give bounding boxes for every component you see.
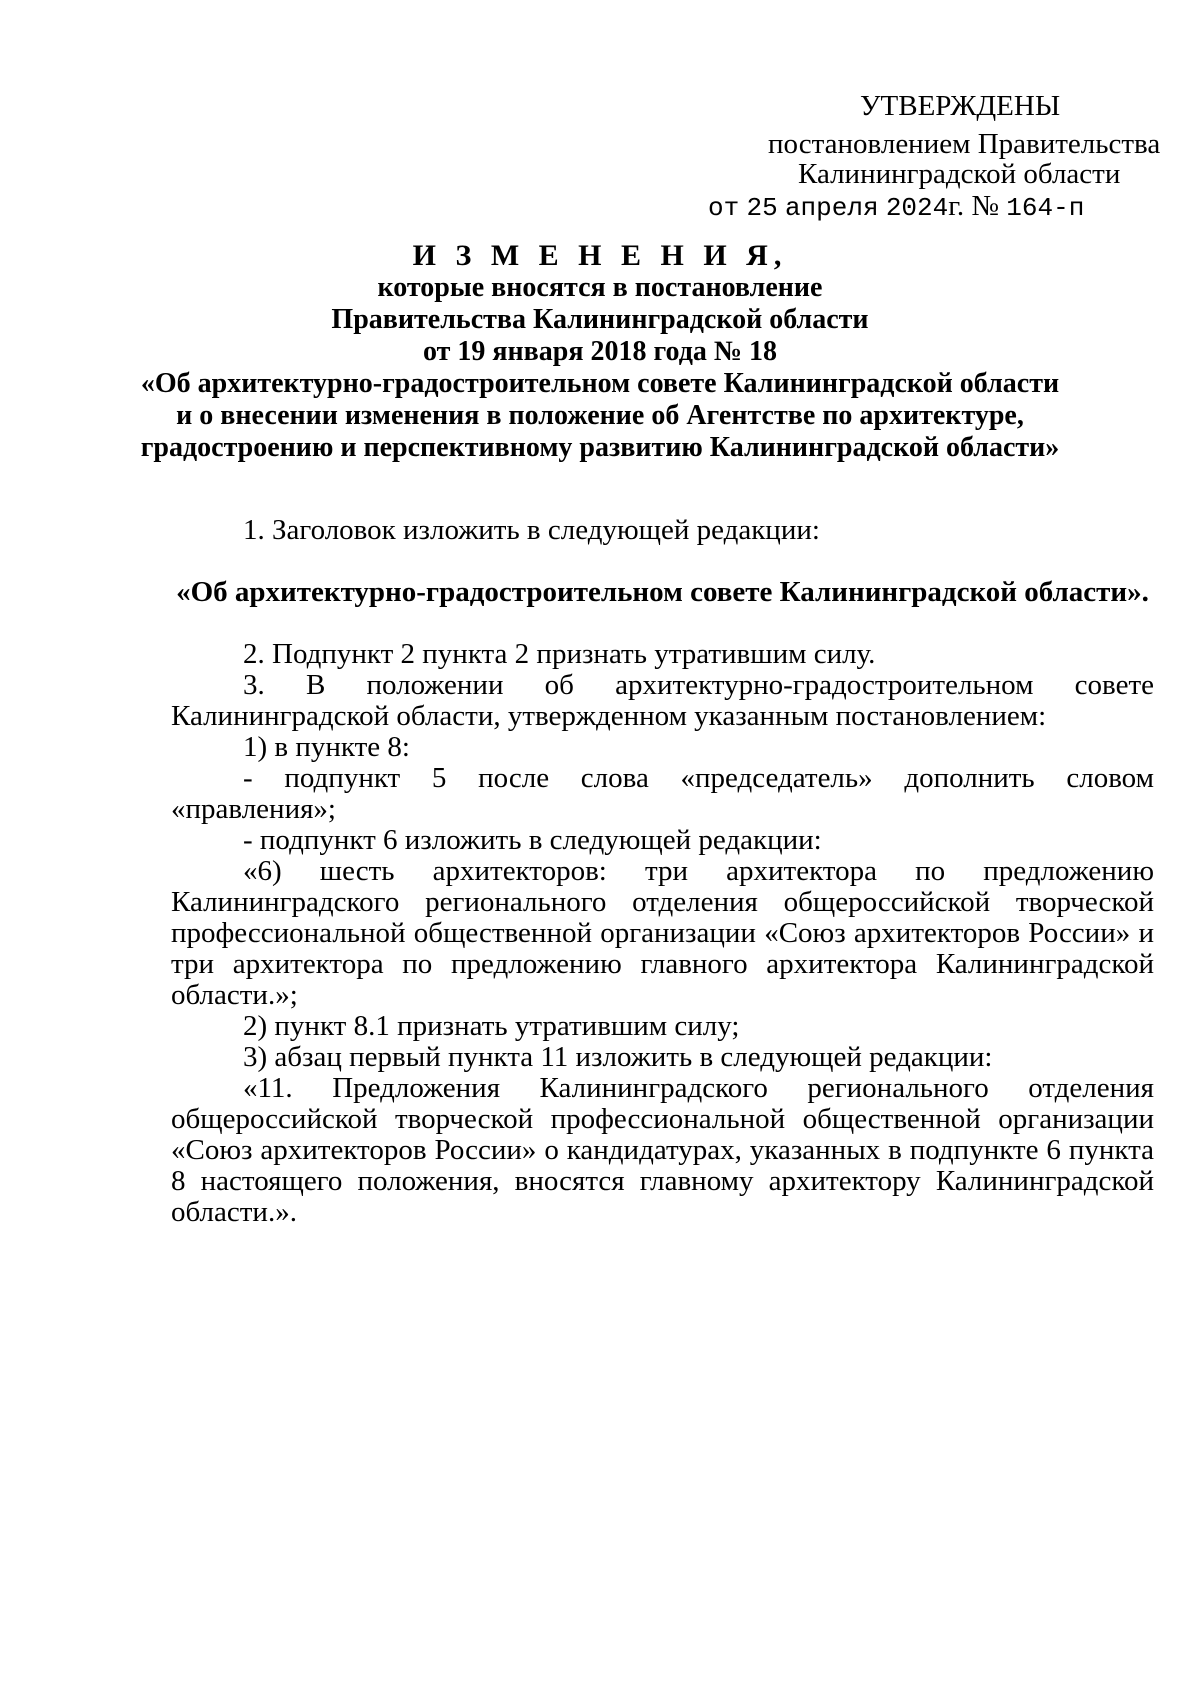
date-day: 25	[746, 193, 778, 223]
heading-title: И З М Е Н Е Н И Я,	[412, 239, 788, 272]
paragraph-2: 2. Подпункт 2 пункта 2 признать утратившим силу.	[243, 638, 876, 670]
paragraph-3-3-quote: «11. Предложения Калининградского регионального отделения общероссийской творческой профессиональной общественной организации «Союз архитекторов России» о кандидатурах, указанных в подпункте 6 пункта 8 настоящего положения, вносятся главному архитектору Калининградской области.».	[171, 1072, 1154, 1228]
date-year-suffix: г. №	[948, 190, 1000, 222]
date-year: 2024	[885, 193, 949, 223]
approval-date	[708, 190, 1084, 224]
paragraph-1: 1. Заголовок изложить в следующей редакции:	[243, 514, 820, 546]
document-heading	[0, 240, 1200, 464]
heading-line: и о внесении изменения в положение об Агентстве по архитектуре,	[176, 400, 1024, 431]
approval-line-1: постановлением Правительства	[768, 128, 1161, 160]
heading-line: от 19 января 2018 года № 18	[422, 336, 778, 367]
paragraph-3-2: 2) пункт 8.1 признать утратившим силу;	[243, 1010, 740, 1042]
date-prefix: от	[708, 193, 740, 223]
heading-line: «Об архитектурно-градостроительном совете Калининградской области	[140, 368, 1060, 399]
heading-line: Правительства Калининградской области	[331, 304, 869, 335]
paragraph-3-1b: - подпункт 6 изложить в следующей редакции:	[243, 824, 822, 856]
heading-line: градостроению и перспективному развитию Калининградской области»	[140, 432, 1060, 463]
document-number: 164-п	[1006, 193, 1085, 223]
paragraph-3-1b-quote: «6) шесть архитекторов: три архитектора по предложению Калининградского регионального отделения общероссийской творческой профессиональной общественной организации «Союз архитекторов России» и три архитектора по предложению главного архитектора Калининградской области.»;	[171, 855, 1154, 1011]
approval-title: УТВЕРЖДЕНЫ	[860, 90, 1061, 122]
paragraph-3-1a: - подпункт 5 после слова «председатель» дополнить словом «правления»;	[171, 762, 1154, 825]
paragraph-3-3: 3) абзац первый пункта 11 изложить в следующей редакции:	[243, 1041, 993, 1073]
date-month: апреля	[784, 193, 879, 223]
heading-line: которые вносятся в постановление	[377, 272, 823, 303]
paragraph-3: 3. В положении об архитектурно-градостроительном совете Калининградской области, утвержденном указанным постановлением:	[171, 669, 1154, 732]
paragraph-3-1: 1) в пункте 8:	[243, 731, 410, 763]
paragraph-1-quote: «Об архитектурно-градостроительном совете Калининградской области».	[176, 576, 1149, 608]
document-body	[171, 515, 1154, 1228]
approval-line-2: Калининградской области	[798, 158, 1121, 190]
